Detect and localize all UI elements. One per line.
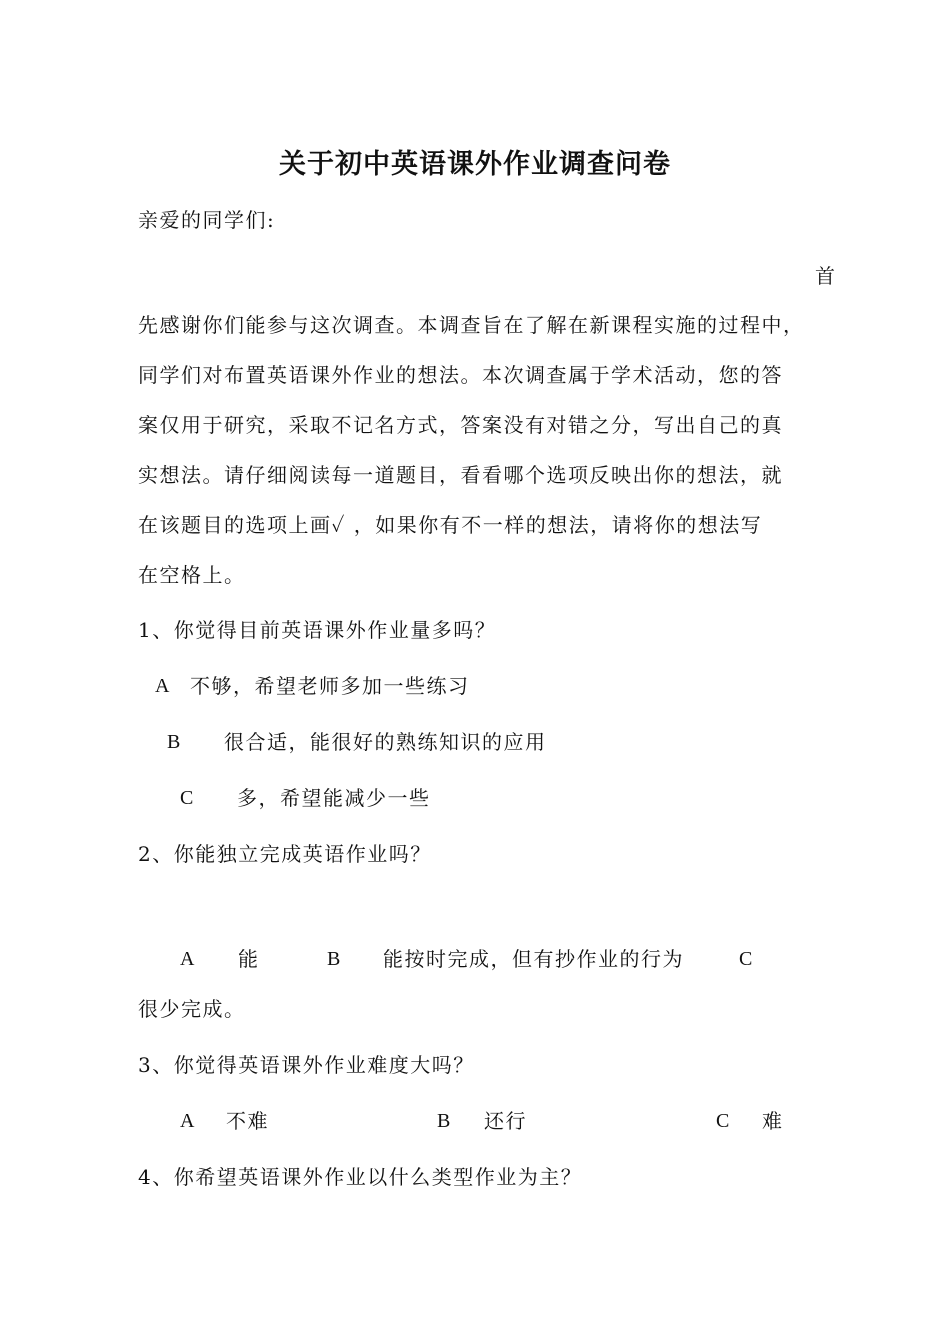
intro-first-char: 首: [815, 264, 837, 288]
question-3: 3、你觉得英语课外作业难度大吗？: [138, 1053, 475, 1077]
question-2: 2、你能独立完成英语作业吗？: [138, 842, 432, 866]
q2-option-b-text: 能按时完成，但有抄作业的行为: [383, 947, 684, 971]
q1-option-a-text: 不够，希望老师多加一些练习: [190, 674, 470, 698]
q1-option-a-letter: A: [155, 675, 170, 697]
q3-option-a-text: 不难: [226, 1109, 269, 1133]
q3-option-a-letter: A: [180, 1110, 195, 1132]
intro-line-1: 先感谢你们能参与这次调查。本调查旨在了解在新课程实施的过程中，: [138, 313, 805, 337]
q1-option-b-letter: B: [167, 731, 181, 753]
greeting: 亲爱的同学们:: [138, 208, 276, 232]
intro-line-3: 案仅用于研究，采取不记名方式，答案没有对错之分，写出自己的真: [138, 413, 783, 437]
q2-option-c-letter: C: [739, 948, 753, 970]
q1-option-c-text: 多，希望能减少一些: [237, 786, 431, 810]
q1-option-b-text: 很合适，能很好的熟练知识的应用: [224, 730, 547, 754]
intro-line-6: 在空格上。: [138, 563, 246, 587]
q2-option-b-letter: B: [327, 948, 341, 970]
q2-option-a-text: 能: [238, 947, 260, 971]
q3-option-c-letter: C: [716, 1110, 730, 1132]
document-title: 关于初中英语课外作业调查问卷: [279, 149, 671, 180]
intro-line-5: 在该题目的选项上画✓ ，如果你有不一样的想法，请将你的想法写: [138, 513, 763, 537]
q2-option-c-text: 很少完成。: [138, 997, 246, 1021]
question-1: 1、你觉得目前英语课外作业量多吗？: [138, 618, 497, 642]
q1-option-c-letter: C: [180, 787, 194, 809]
q3-option-b-letter: B: [437, 1110, 451, 1132]
question-4: 4、你希望英语课外作业以什么类型作业为主？: [138, 1165, 583, 1189]
intro-line-2: 同学们对布置英语课外作业的想法。本次调查属于学术活动，您的答: [138, 363, 783, 387]
q3-option-b-text: 还行: [484, 1109, 527, 1133]
q2-option-a-letter: A: [180, 948, 195, 970]
q3-option-c-text: 难: [762, 1109, 784, 1133]
intro-line-4: 实想法。请仔细阅读每一道题目，看看哪个选项反映出你的想法，就: [138, 463, 783, 487]
